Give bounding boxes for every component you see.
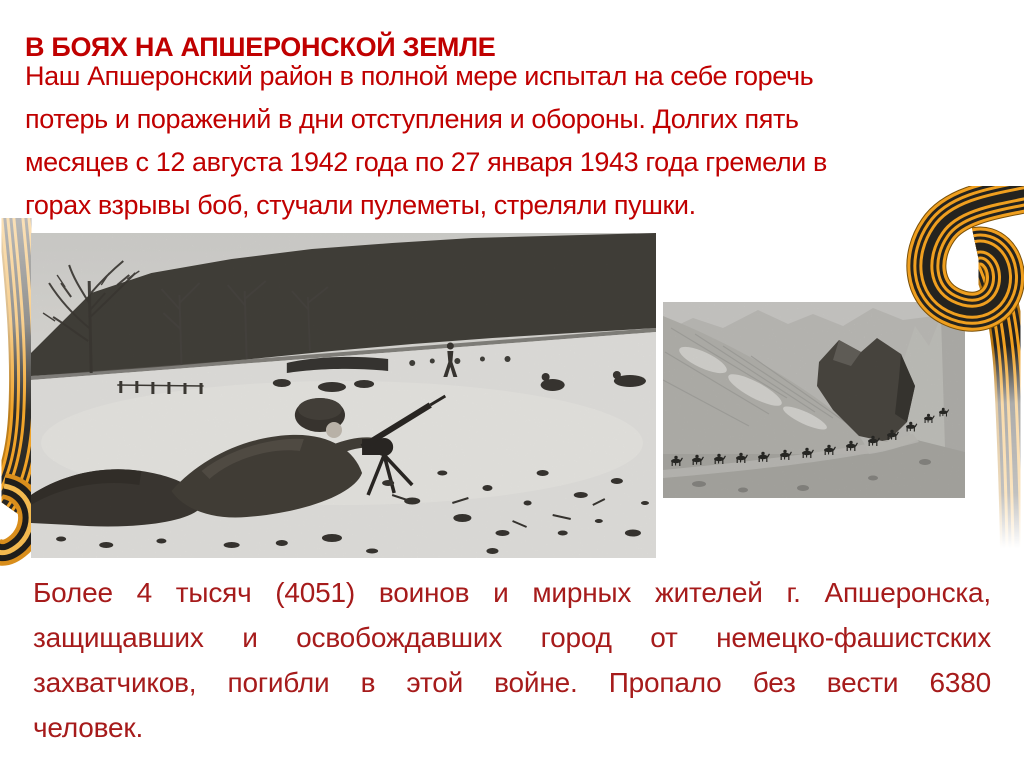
intro-line: горах взрывы боб, стучали пулеметы, стреляли пушки.	[25, 190, 696, 220]
intro-line: Наш Апшеронский район в полной мере испытал на себе горечь	[25, 61, 814, 91]
st-george-ribbon-right	[904, 186, 1024, 548]
intro-line: месяцев с 12 августа 1942 года по 27 января 1943 года гремели в	[25, 147, 827, 177]
casualties-line: человек.	[33, 712, 144, 743]
casualties-line: защищавших и освобождавших город от немецко-фашистских	[33, 622, 991, 653]
slide-title: В БОЯХ НА АПШЕРОНСКОЙ ЗЕМЛЕ	[25, 32, 496, 63]
casualties-paragraph	[33, 570, 991, 750]
casualties-line: Более 4 тысяч (4051) воинов и мирных жителей г. Апшеронска,	[33, 577, 991, 608]
casualties-line: захватчиков, погибли в этой войне. Пропало без вести 6380	[33, 667, 991, 698]
st-george-ribbon-right-graphic	[904, 186, 1024, 548]
photo-machine-gunners-snow	[31, 233, 656, 558]
intro-line: потерь и поражений в дни отступления и обороны. Долгих пять	[25, 104, 799, 134]
intro-paragraph	[25, 55, 827, 227]
photo-machine-gunners-snow-image	[31, 233, 656, 558]
